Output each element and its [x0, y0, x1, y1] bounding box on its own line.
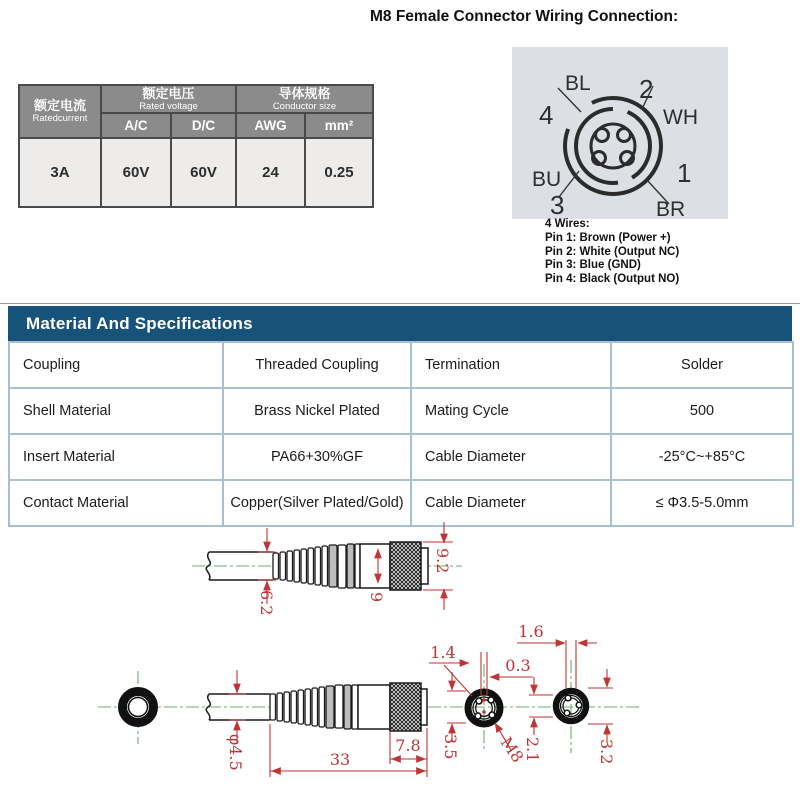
- rating-current-en: Ratedcurrent: [32, 113, 88, 124]
- label-pin-4: 4: [539, 100, 554, 130]
- spec-value: -25°C~+85°C: [611, 434, 793, 480]
- rated-voltage-zh: 额定电压: [142, 85, 195, 101]
- spec-value: Brass Nickel Plated: [223, 388, 411, 434]
- label-pin-1: 1: [677, 158, 692, 188]
- rated-voltage-en: Rated voltage: [139, 100, 198, 112]
- rated-voltage-header: [101, 85, 236, 113]
- spec-value: Solder: [611, 342, 793, 388]
- dim-body-od: 9: [367, 592, 386, 603]
- separator-line: [0, 303, 800, 304]
- spec-key: Termination: [411, 342, 611, 388]
- value-mm2: 0.25: [305, 138, 373, 207]
- conductor-size-en: Conductor size: [272, 100, 337, 112]
- spec-value: PA66+30%GF: [223, 434, 411, 480]
- connector-outer-ring: [565, 98, 661, 194]
- connector-face-diagram: [512, 47, 728, 219]
- spec-key: Shell Material: [9, 388, 223, 434]
- end-cap: [421, 548, 428, 584]
- dim-nut-length: 7.8: [395, 736, 421, 755]
- spec-value: ≤ Φ3.5-5.0mm: [611, 480, 793, 526]
- rating-current-zh: 额定电流: [33, 98, 86, 113]
- table-row: [9, 342, 793, 388]
- dim-slot-width: 0.3: [505, 656, 531, 675]
- dim-insert-height: 2.1: [523, 737, 542, 763]
- rating-current-header: [19, 85, 101, 138]
- knurled-nut: [390, 542, 421, 590]
- dim-slot2-width: 1.6: [518, 622, 544, 641]
- spec-key: Contact Material: [9, 480, 223, 526]
- dim-cable-od-top: 6.2: [257, 590, 276, 616]
- wiring-note-pin2: Pin 2: White (Output NC): [545, 245, 680, 258]
- dim-total-length: 33: [329, 750, 351, 769]
- rating-table: [18, 84, 374, 208]
- label-wire-br: BR: [656, 198, 686, 219]
- pin-hole-2: [618, 129, 631, 142]
- spec-key: Mating Cycle: [411, 388, 611, 434]
- end-cap: [421, 689, 427, 725]
- pin-hole-4: [596, 129, 609, 142]
- table-row: [9, 388, 793, 434]
- label-wire-bu: BU: [532, 168, 562, 191]
- subheader-dc: D/C: [171, 113, 236, 138]
- spec-value: 500: [611, 388, 793, 434]
- wiring-note-pin4: Pin 4: Black (Output NO): [545, 273, 680, 286]
- connector-inner-ring: [576, 109, 650, 183]
- spec-value: Copper(Silver Plated/Gold): [223, 480, 411, 526]
- dim-face-height: 3.5: [441, 734, 460, 760]
- wiring-note-pin1: Pin 1: Brown (Power +): [545, 231, 671, 244]
- conductor-size-zh: 导体规格: [278, 85, 331, 101]
- connector-body: [358, 685, 390, 729]
- wiring-note-pin3: Pin 3: Blue (GND): [545, 259, 641, 272]
- wiring-note-title: 4 Wires:: [545, 218, 590, 230]
- subheader-mm2: mm²: [305, 113, 373, 138]
- dim-thread-label: M8: [496, 733, 528, 767]
- spec-value: Threaded Coupling: [223, 342, 411, 388]
- dim-key-width: 1.4: [430, 643, 456, 662]
- subheader-ac: A/C: [101, 113, 171, 138]
- label-pin-3: 3: [550, 190, 565, 219]
- dim-cable-od: φ4.5: [226, 734, 245, 771]
- spec-key: Cable Diameter: [411, 480, 611, 526]
- knurled-nut: [390, 683, 421, 731]
- table-row: [9, 434, 793, 480]
- dim-nut-od: 9.2: [433, 548, 452, 574]
- spec-key: Cable Diameter: [411, 434, 611, 480]
- connector-body: [360, 544, 390, 588]
- value-current: 3A: [19, 138, 101, 207]
- wiring-notes: [545, 218, 679, 287]
- value-voltage-ac: 60V: [101, 138, 171, 207]
- dim-face2-height: 3.2: [597, 739, 616, 765]
- wiring-diagram-box: [512, 47, 728, 219]
- subheader-awg: AWG: [236, 113, 305, 138]
- specs-section-header: Material And Specifications: [8, 306, 792, 341]
- label-pin-2: 2: [639, 74, 654, 104]
- spec-key: Coupling: [9, 342, 223, 388]
- value-awg: 24: [236, 138, 305, 207]
- label-wire-bl: BL: [565, 72, 591, 95]
- label-wire-wh: WH: [663, 106, 698, 129]
- spec-key: Insert Material: [9, 434, 223, 480]
- page-title: M8 Female Connector Wiring Connection:: [370, 8, 679, 25]
- value-voltage-dc: 60V: [171, 138, 236, 207]
- technical-drawing: [0, 500, 800, 800]
- conductor-size-header: [236, 85, 373, 113]
